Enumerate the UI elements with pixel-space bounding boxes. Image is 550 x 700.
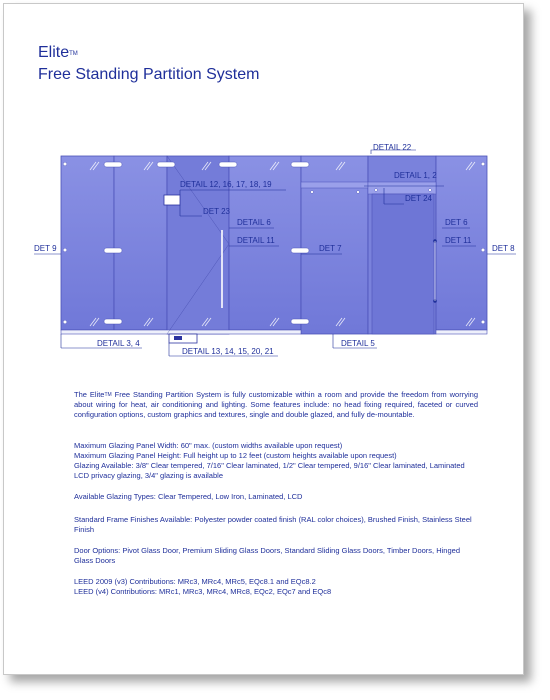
elevation-drawing	[4, 4, 523, 364]
label-detail-11-left: DETAIL 11	[237, 236, 275, 245]
label-det-8: DET 8	[492, 244, 515, 253]
door-options: Door Options: Pivot Glass Door, Premium Sliding Glass Doors, Standard Sliding Glass Doors, Timber Doors, Hinged Glass Doors	[74, 546, 460, 565]
door-header	[301, 182, 368, 188]
frame-finishes: Standard Frame Finishes Available: Polyester powder coated finish (RAL color choices), Brushed Finish, Stainless Steel Finish	[74, 515, 472, 534]
label-det-23: DET 23	[203, 207, 230, 216]
label-det-24: DET 24	[405, 194, 432, 203]
glass-panel-1	[61, 156, 114, 330]
max-width-spec: Maximum Glazing Panel Width: 60" max. (custom widths available upon request)	[74, 441, 343, 450]
spec-sheet	[3, 3, 524, 675]
leed-v4: LEED (v4) Contributions: MRc1, MRc3, MRc4, MRc8, EQc2, EQc7 and EQc8	[74, 587, 332, 596]
label-det-6-right: DET 6	[445, 218, 468, 227]
label-det-9: DET 9	[34, 244, 57, 253]
base-shoe-left	[61, 330, 301, 334]
label-detail-6-left: DETAIL 6	[237, 218, 271, 227]
label-detail-1-2: DETAIL 1, 2	[394, 171, 437, 180]
max-height-spec: Maximum Glazing Panel Height: Full height up to 12 feet (custom heights available upon request)	[74, 451, 397, 460]
sliding-door-panel	[372, 194, 434, 334]
label-detail-22: DETAIL 22	[373, 143, 412, 152]
trademark-mark: TM	[69, 51, 78, 57]
intro-paragraph: The Elite™ Free Standing Partition System is fully customizable within a room and provide the freedom from worrying about wiring for heat, air conditioning and lighting. Some features include: no head fixing required, faceted or curved configuration options, custom graphics and textures, single and double glazed, and fully de-mountable.	[74, 390, 478, 419]
label-detail-3-4: DETAIL 3, 4	[97, 339, 140, 348]
base-shoe-right	[436, 330, 487, 334]
sliding-track	[368, 182, 436, 194]
patch-fitting-bottom-inner	[174, 336, 182, 340]
product-title: Free Standing Partition System	[38, 66, 260, 83]
label-det-7: DET 7	[319, 244, 342, 253]
label-detail-12: DETAIL 12, 16, 17, 18, 19	[180, 180, 272, 189]
label-detail-13: DETAIL 13, 14, 15, 20, 21	[182, 347, 274, 356]
glass-panel-2	[114, 156, 167, 330]
patch-fitting-bottom	[169, 334, 197, 343]
leed-block	[74, 577, 478, 597]
specs-block	[74, 441, 478, 481]
label-det-11-right: DET 11	[445, 236, 472, 245]
glazing-types: Available Glazing Types: Clear Tempered, Low Iron, Laminated, LCD	[74, 492, 303, 501]
patch-fitting-top	[164, 195, 180, 205]
label-detail-5: DETAIL 5	[341, 339, 375, 348]
glazing-available-spec: Glazing Available: 3/8" Clear tempered, 7/16" Clear laminated, 1/2" Clear tempered, 9/16" Clear laminated, Laminated LCD privacy glazing, 3/4" glazing is available	[74, 461, 465, 480]
brand-name: Elite	[38, 44, 70, 61]
leed-2009: LEED 2009 (v3) Contributions: MRc3, MRc4, MRc5, EQc8.1 and EQc8.2	[74, 577, 316, 586]
